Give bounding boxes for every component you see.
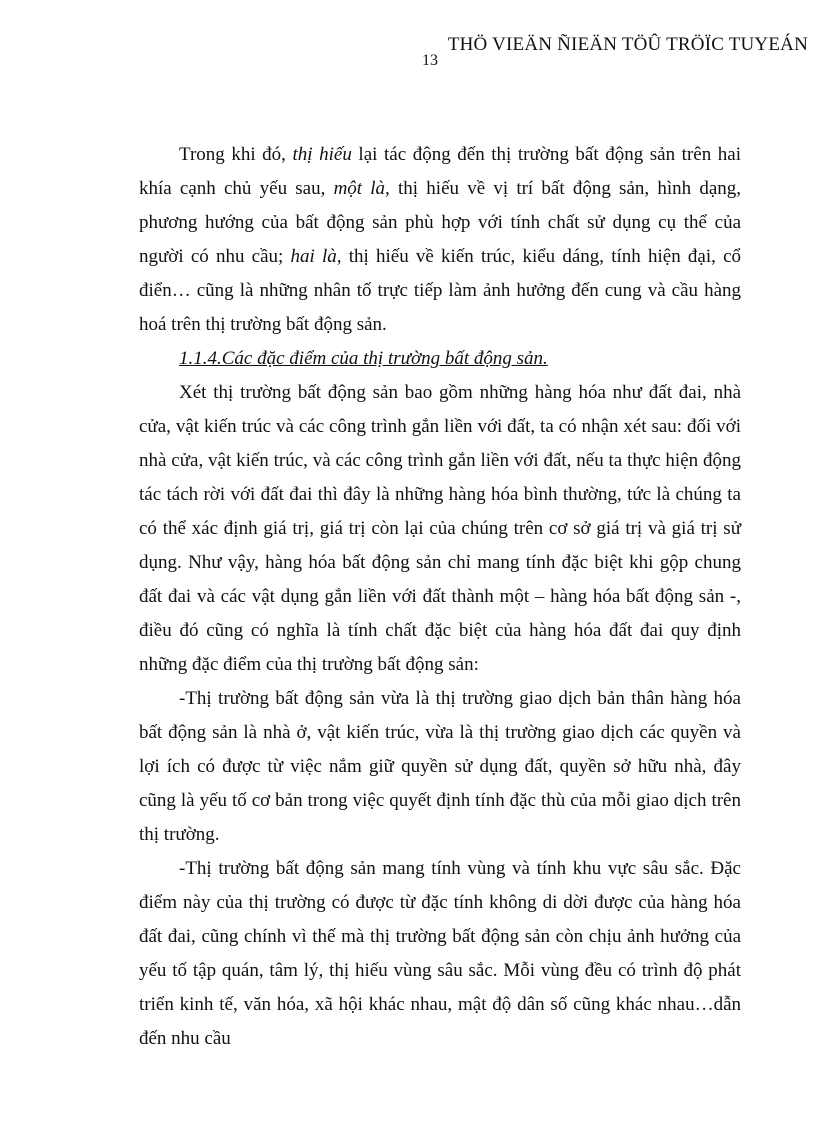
italic-term: một là, bbox=[333, 178, 390, 199]
library-watermark: THÖ VIEÄN ÑIEÄN TÖÛ TRÖÏC TUYEÁN bbox=[447, 34, 808, 55]
paragraph-regional-character: -Thị trường bất động sản mang tính vùng và tính khu vực sâu sắc. Đặc điểm này của thị trường có được từ đặc tính không di dời được của hàng hóa đất đai, cũng chính vì thế mà thị trường bất động sản còn chịu ảnh hưởng của yếu tố tập quán, tâm lý, thị hiếu vùng sâu sắc. Mỗi vùng đều có trình độ phát triển kinh tế, văn hóa, xã hội khác nhau, mật độ dân số cũng khác nhau…dẫn đến nhu cầu bbox=[139, 858, 741, 1049]
paragraph-transaction-rights: -Thị trường bất động sản vừa là thị trường giao dịch bản thân hàng hóa bất động sản là nhà ở, vật kiến trúc, vừa là thị trường giao dịch các quyền và lợi ích có được từ việc nắm giữ quyền sử dụng đất, quyền sở hữu nhà, đây cũng là yếu tố cơ bản trong việc quyết định tính đặc thù của mỗi giao dịch trên thị trường. bbox=[139, 688, 741, 845]
section-heading: 1.1.4.Các đặc điểm của thị trường bất động sản. bbox=[179, 348, 548, 369]
paragraph-taste-factors bbox=[139, 138, 741, 342]
document-body bbox=[139, 138, 741, 1056]
text-segment: lại tác động đến thị trường bất động sản trên hai khía cạnh chủ yếu sau, bbox=[139, 144, 741, 199]
italic-term: thị hiếu bbox=[292, 144, 352, 165]
text-segment: thị hiếu về kiến trúc, kiểu dáng, tính hiện đại, cổ điển… cũng là những nhân tố trực tiếp làm ảnh hưởng đến cung và cầu hàng hoá trên thị trường bất động sản. bbox=[139, 246, 742, 335]
page-number: 13 bbox=[422, 52, 438, 69]
text-segment: thị hiếu về vị trí bất động sản, hình dạng, phương hướng của bất động sản phù hợp với tính chất sử dụng cụ thể của người có nhu cầu; bbox=[139, 178, 741, 267]
paragraph-market-goods: Xét thị trường bất động sản bao gồm những hàng hóa như đất đai, nhà cửa, vật kiến trúc và các công trình gắn liền với đất, ta có nhận xét sau: đối với nhà cửa, vật kiến trúc, và các công trình gắn liền với đất, nếu ta thực hiện động tác tách rời với đất đai thì đây là những hàng hóa bình thường, tức là chúng ta có thể xác định giá trị, giá trị còn lại của chúng trên cơ sở giá trị và giá trị sử dụng. Như vậy, hàng hóa bất động sản chỉ mang tính đặc biệt khi gộp chung đất đai và các vật dụng gắn liền với đất thành một – hàng hóa bất động sản -, điều đó cũng có nghĩa là tính chất đặc biệt của hàng hóa đất đai quy định những đặc điểm của thị trường bất động sản: bbox=[139, 382, 741, 675]
italic-term: hai là, bbox=[290, 246, 342, 267]
text-segment: Trong khi đó, bbox=[179, 144, 293, 165]
